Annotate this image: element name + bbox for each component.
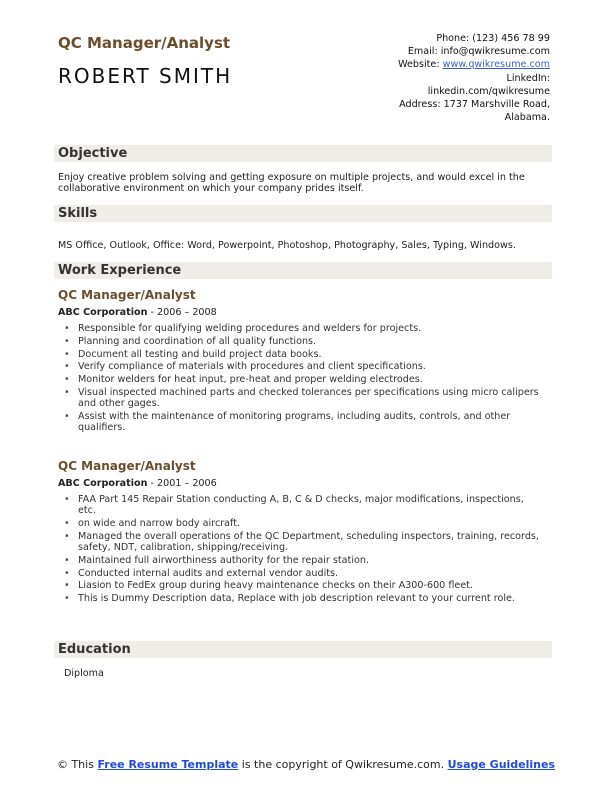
list-item: • on wide and narrow body aircraft. — [64, 518, 544, 529]
job-1-title: QC Manager/Analyst — [58, 288, 196, 302]
contact-phone: Phone: (123) 456 78 99 — [436, 33, 550, 44]
section-title-skills: Skills — [58, 206, 98, 221]
footer-middle: is the copyright of Qwikresume.com. — [238, 758, 448, 771]
list-item: • Monitor welders for heat input, pre-heat and proper welding electrodes. — [64, 374, 544, 385]
job-1-dates: - 2006 – 2008 — [147, 307, 217, 318]
copyright-footer — [0, 758, 612, 771]
list-item: • Liasion to FedEx group during heavy maintenance checks on their A300-600 fleet. — [64, 580, 544, 591]
job-2-dates: - 2001 – 2006 — [147, 478, 217, 489]
section-title-work: Work Experience — [58, 263, 182, 278]
job-1-company: ABC Corporation — [58, 307, 148, 318]
education-text: Diploma — [64, 668, 104, 679]
contact-address-line1: Address: 1737 Marshville Road, — [399, 99, 550, 111]
headline-job-title: QC Manager/Analyst — [58, 34, 231, 52]
contact-block — [290, 32, 550, 124]
list-item: • Visual inspected machined parts and checked tolerances per specifications using micro calipers and other gages. — [64, 387, 544, 409]
usage-guidelines-link[interactable]: Usage Guidelines — [447, 758, 556, 771]
list-item: • Conducted internal audits and external vendor audits. — [64, 568, 544, 579]
list-item: • FAA Part 145 Repair Station conducting A, B, C & D checks, major modifications, inspections, etc. — [64, 494, 544, 516]
candidate-name: ROBERT SMITH — [58, 64, 233, 88]
website-label: Website: — [398, 59, 443, 71]
list-item: • Planning and coordination of all quality functions. — [64, 336, 544, 347]
contact-linkedin-label: LinkedIn: — [506, 72, 550, 84]
section-title-objective: Objective — [58, 146, 128, 161]
section-title-education: Education — [58, 642, 131, 657]
job-2-company: ABC Corporation — [58, 478, 148, 489]
job-2-bullets — [64, 494, 544, 606]
section-education — [54, 641, 552, 658]
section-skills — [54, 205, 552, 222]
skills-text: MS Office, Outlook, Office: Word, Powerpoint, Photoshop, Photography, Sales, Typing, Windows. — [58, 240, 516, 251]
list-item: • Responsible for qualifying welding procedures and welders for projects. — [64, 323, 544, 334]
free-resume-template-link[interactable]: Free Resume Template — [97, 758, 239, 771]
objective-text: Enjoy creative problem solving and getting exposure on multiple projects, and would excel in the collaborative environment on which your company prides itself. — [58, 172, 525, 195]
job-1-company-line — [58, 307, 217, 318]
list-item: • Assist with the maintenance of monitoring programs, including audits, controls, and other qualifiers. — [64, 411, 544, 433]
list-item: • This is Dummy Description data, Replace with job description relevant to your current role. — [64, 593, 544, 604]
contact-linkedin-value: linkedin.com/qwikresume — [427, 85, 550, 97]
list-item: • Document all testing and build project data books. — [64, 349, 544, 360]
website-link[interactable]: www.qwikresume.com — [442, 59, 550, 71]
contact-website — [290, 58, 550, 71]
job-2-title: QC Manager/Analyst — [58, 459, 196, 473]
list-item: • Maintained full airworthiness authority for the repair station. — [64, 555, 544, 566]
section-objective — [54, 145, 552, 162]
contact-address-line2: Alabama. — [504, 112, 550, 124]
list-item: • Managed the overall operations of the QC Department, scheduling inspectors, training, records, safety, NDT, calibration, shipping/receiving. — [64, 531, 544, 553]
contact-email: Email: info@qwikresume.com — [407, 46, 550, 58]
job-1-bullets — [64, 323, 544, 435]
section-work-experience — [54, 262, 552, 279]
footer-prefix: © This — [56, 758, 98, 771]
list-item: • Verify compliance of materials with procedures and client specifications. — [64, 361, 544, 372]
job-2-company-line — [58, 478, 217, 489]
